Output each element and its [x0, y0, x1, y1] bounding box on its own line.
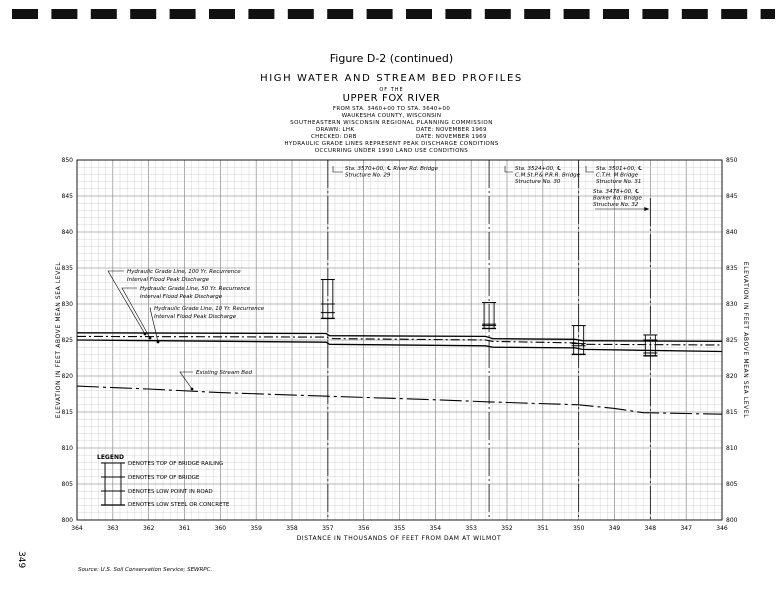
annotation-4	[180, 370, 252, 390]
y-axis-title-right: ELEVATION IN FEET ABOVE MEAN SEA LEVEL	[742, 261, 749, 419]
annotation-3	[150, 306, 265, 343]
annotation-arrowhead	[157, 341, 160, 344]
y-tick-label-right: 820	[726, 373, 738, 380]
x-tick-label: 354	[429, 525, 442, 532]
annotation-line: Interval Flood Peak Discharge	[140, 294, 223, 300]
structure-label-2	[505, 165, 581, 185]
legend-item-railing: DENOTES TOP OF BRIDGE RAILING	[128, 461, 224, 467]
y-tick-label-left: 830	[61, 301, 73, 308]
y-axis-title-left: ELEVATION IN FEET ABOVE MEAN SEA LEVEL	[55, 261, 62, 419]
y-tick-label-right: 850	[726, 157, 738, 164]
annotation-line: Hydraulic Grade Line, 100 Yr. Recurrence	[127, 269, 241, 275]
checked-by: CHECKED: DRB	[311, 134, 357, 140]
y-tick-label-left: 835	[61, 265, 73, 272]
x-tick-label: 351	[537, 525, 549, 532]
x-tick-label: 353	[465, 525, 477, 532]
x-axis-title: DISTANCE IN THOUSANDS OF FEET FROM DAM AT WILMOT	[296, 535, 502, 542]
x-tick-label: 347	[680, 525, 692, 532]
figure-title: HIGH WATER AND STREAM BED PROFILES	[260, 73, 523, 84]
annotation-arrowhead	[144, 333, 147, 336]
note-line-1: HYDRAULIC GRADE LINES REPRESENT PEAK DISCHARGE CONDITIONS	[284, 141, 499, 147]
of-the-label: OF THE	[379, 87, 404, 93]
structure-label-line: Barker Rd. Bridge	[593, 195, 642, 202]
structure-label-4	[593, 188, 649, 211]
annotations	[108, 269, 265, 390]
x-tick-label: 349	[608, 525, 621, 532]
commission-name: SOUTHEASTERN WISCONSIN REGIONAL PLANNING COMMISSION	[290, 120, 493, 126]
x-tick-label: 360	[214, 525, 227, 532]
y-tick-label-left: 850	[61, 157, 73, 164]
structure-label-1	[333, 165, 439, 179]
structure-label-line: Structure No. 32	[593, 202, 639, 208]
note-line-2: OCCURRING UNDER 1990 LAND USE CONDITIONS	[314, 148, 469, 154]
drawn-date: DATE: NOVEMBER 1969	[416, 127, 487, 133]
y-tick-label-right: 835	[726, 265, 738, 272]
x-tick-label: 352	[501, 525, 513, 532]
structure-label-line: Sta. 3570+00, ℄ River Rd. Bridge	[345, 166, 439, 172]
y-tick-label-right: 815	[726, 409, 738, 416]
structure-label-line: Structure No. 31	[596, 179, 642, 185]
y-tick-label-right: 845	[726, 193, 738, 200]
drawn-by: DRAWN: LHK	[316, 127, 355, 133]
station-range: FROM STA. 3460+00 TO STA. 3640+00	[332, 106, 451, 112]
y-tick-label-right: 800	[726, 517, 738, 524]
checked-date: DATE: NOVEMBER 1969	[416, 134, 487, 140]
page-number: 349	[16, 551, 26, 569]
x-tick-label: 359	[250, 525, 262, 532]
x-tick-label: 348	[644, 525, 657, 532]
y-tick-label-left: 845	[61, 193, 73, 200]
y-tick-label-left: 810	[61, 445, 73, 452]
structure-label-leader	[586, 166, 594, 172]
annotation-line: Hydraulic Grade Line, 50 Yr. Recurrence	[140, 286, 251, 292]
structure-label-line: Structure No. 29	[345, 172, 391, 179]
x-tick-label: 364	[71, 525, 83, 532]
x-tick-label: 357	[322, 525, 334, 532]
structure-label-line: Sta. 3524+00, ℄	[515, 166, 562, 172]
x-tick-label: 363	[107, 525, 119, 532]
structure-label-line: C.T.H. M Bridge	[596, 172, 639, 179]
x-tick-label: 350	[572, 525, 585, 532]
y-tick-label-right: 825	[726, 337, 738, 344]
annotation-arrowhead	[191, 388, 194, 391]
annotation-line: Hydraulic Grade Line, 10 Yr. Recurrence	[154, 306, 265, 312]
legend-title: LEGEND	[97, 454, 124, 461]
y-tick-label-left: 825	[61, 337, 73, 344]
y-tick-label-left: 840	[61, 229, 73, 236]
structure-label-line: C.M.St.P.& P.R.R. Bridge	[515, 172, 580, 179]
figure-number: Figure D-2 (continued)	[329, 52, 454, 65]
structure-label-leader	[505, 166, 513, 172]
source-note: Source: U.S. Soil Conservation Service; SEWRPC.	[78, 567, 213, 573]
y-tick-label-right: 805	[726, 481, 738, 488]
y-tick-label-left: 805	[61, 481, 73, 488]
x-tick-label: 355	[393, 525, 406, 532]
structure-label-line: Sta. 3501+00, ℄	[596, 166, 643, 172]
y-tick-label-right: 810	[726, 445, 738, 452]
y-tick-label-right: 830	[726, 301, 738, 308]
annotation-line: Interval Flood Peak Discharge	[127, 277, 210, 283]
county-name: WAUKESHA COUNTY, WISCONSIN	[341, 113, 442, 119]
x-tick-label: 356	[357, 525, 370, 532]
x-tick-label: 362	[142, 525, 155, 532]
annotation-line: Interval Flood Peak Discharge	[154, 314, 237, 320]
river-name: UPPER FOX RIVER	[342, 93, 441, 104]
x-tick-label: 361	[178, 525, 191, 532]
annotation-2	[122, 286, 251, 339]
structure-label-line: Structure No. 30	[515, 179, 561, 185]
legend-item-low-steel: DENOTES LOW STEEL OR CONCRETE	[128, 502, 230, 508]
structure-label-leader	[333, 166, 343, 172]
annotation-leader	[180, 372, 193, 389]
x-tick-label: 358	[286, 525, 298, 532]
y-tick-label-left: 800	[61, 517, 73, 524]
legend-item-top: DENOTES TOP OF BRIDGE	[128, 475, 200, 481]
structure-label-3	[586, 165, 643, 185]
y-tick-label-right: 840	[726, 229, 738, 236]
y-tick-label-left: 815	[61, 409, 73, 416]
legend-item-low-road: DENOTES LOW POINT IN ROAD	[128, 489, 213, 495]
annotation-arrowhead	[149, 337, 152, 340]
y-tick-label-left: 820	[61, 373, 73, 380]
structure-label-line: Sta. 3478+00, ℄	[593, 189, 640, 195]
x-tick-label: 346	[716, 525, 728, 532]
annotation-line: Existing Stream Bed	[196, 370, 252, 376]
legend	[97, 454, 230, 508]
